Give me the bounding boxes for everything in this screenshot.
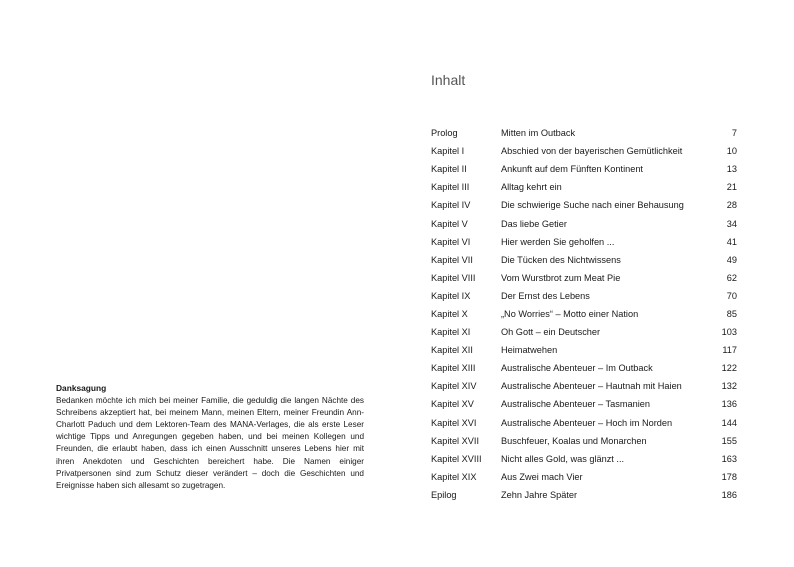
toc-entry (431, 468, 737, 486)
toc-entry-page: 103 (721, 327, 737, 338)
toc-entry-page: 41 (726, 236, 737, 247)
toc-entry (431, 395, 737, 413)
toc-entry-title: Ankunft auf dem Fünften Kontinent (501, 164, 643, 175)
toc-entry (431, 287, 737, 305)
toc-heading: Inhalt (431, 72, 466, 88)
toc-entry (431, 196, 737, 214)
toc-entry-page: 144 (721, 417, 737, 428)
toc-entry-page: 178 (721, 471, 737, 482)
toc-entry-page: 186 (721, 489, 737, 500)
table-of-contents (431, 124, 737, 504)
toc-entry-page: 85 (726, 308, 737, 319)
toc-entry-title: Aus Zwei mach Vier (501, 471, 583, 482)
toc-entry (431, 214, 737, 232)
toc-entry-page: 62 (726, 272, 737, 283)
toc-entry-label: Kapitel VIII (431, 272, 476, 283)
toc-entry-label: Kapitel XVII (431, 435, 480, 446)
toc-entry-label: Kapitel XIX (431, 471, 477, 482)
toc-entry (431, 251, 737, 269)
toc-entry (431, 414, 737, 432)
toc-entry-title: Abschied von der bayerischen Gemütlichkeit (501, 146, 683, 157)
toc-entry (431, 359, 737, 377)
toc-entry (431, 432, 737, 450)
toc-entry-label: Kapitel XII (431, 345, 473, 356)
toc-entry-page: 28 (726, 200, 737, 211)
toc-entry-label: Kapitel II (431, 164, 467, 175)
toc-entry-label: Kapitel X (431, 308, 468, 319)
acknowledgements-section (56, 382, 364, 492)
toc-entry-page: 132 (721, 381, 737, 392)
toc-entry-title: Der Ernst des Lebens (501, 290, 590, 301)
toc-entry (431, 305, 737, 323)
toc-entry-title: Die Tücken des Nichtwissens (501, 254, 621, 265)
toc-entry-page: 117 (722, 345, 737, 356)
toc-entry-page: 49 (726, 254, 737, 265)
toc-entry (431, 269, 737, 287)
toc-entry-page: 13 (726, 164, 737, 175)
toc-entry (431, 124, 737, 142)
toc-entry-title: Die schwierige Suche nach einer Behausung (501, 200, 684, 211)
toc-entry-label: Kapitel V (431, 218, 468, 229)
toc-entry-title: Heimatwehen (501, 345, 558, 356)
toc-entry-title: Das liebe Getier (501, 218, 567, 229)
toc-entry-page: 163 (721, 453, 737, 464)
toc-entry (431, 233, 737, 251)
toc-entry (431, 486, 737, 504)
toc-entry-page: 7 (731, 128, 737, 139)
toc-entry-label: Kapitel IX (431, 290, 471, 301)
toc-entry (431, 178, 737, 196)
toc-entry-label: Epilog (431, 489, 457, 500)
toc-entry-title: Australische Abenteuer – Hoch im Norden (501, 417, 673, 428)
toc-entry-label: Kapitel XVI (431, 417, 477, 428)
toc-entry-label: Kapitel IV (431, 200, 471, 211)
toc-entry-label: Kapitel XV (431, 399, 474, 410)
toc-entry-title: „No Worries“ – Motto einer Nation (501, 308, 639, 319)
toc-entry-label: Prolog (431, 128, 458, 139)
toc-entry-title: Alltag kehrt ein (501, 182, 562, 193)
toc-entry (431, 323, 737, 341)
toc-entry-page: 10 (726, 146, 737, 157)
toc-entry-label: Kapitel III (431, 182, 470, 193)
toc-entry-title: Nicht alles Gold, was glänzt ... (501, 453, 625, 464)
toc-entry (431, 450, 737, 468)
toc-entry (431, 341, 737, 359)
toc-entry-title: Buschfeuer, Koalas und Monarchen (501, 435, 647, 446)
toc-entry-page: 155 (721, 435, 737, 446)
toc-entry-page: 136 (721, 399, 737, 410)
toc-entry-title: Australische Abenteuer – Im Outback (501, 363, 653, 374)
toc-entry-title: Mitten im Outback (501, 128, 576, 139)
toc-entry-title: Zehn Jahre Später (501, 489, 578, 500)
toc-entry (431, 142, 737, 160)
toc-entry-page: 21 (726, 182, 737, 193)
toc-entry (431, 377, 737, 395)
acknowledgements-heading: Danksagung (56, 383, 107, 393)
toc-entry (431, 160, 737, 178)
toc-entry-label: Kapitel VI (431, 236, 471, 247)
toc-list (431, 124, 737, 504)
toc-entry-label: Kapitel VII (431, 254, 473, 265)
toc-entry-page: 122 (721, 363, 737, 374)
toc-entry-title: Australische Abenteuer – Hautnah mit Haien (501, 381, 682, 392)
toc-entry-title: Oh Gott – ein Deutscher (501, 327, 601, 338)
toc-entry-title: Australische Abenteuer – Tasmanien (501, 399, 650, 410)
toc-entry-page: 70 (726, 290, 737, 301)
toc-entry-label: Kapitel I (431, 146, 465, 157)
toc-entry-page: 34 (726, 218, 737, 229)
toc-entry-label: Kapitel XIV (431, 381, 477, 392)
toc-entry-title: Hier werden Sie geholfen ... (501, 236, 615, 247)
toc-entry-label: Kapitel XI (431, 327, 471, 338)
acknowledgements-text: Bedanken möchte ich mich bei meiner Familie, die geduldig die langen Nächte des Schreibens akzeptiert hat, bei meinem Mann, meinen Eltern, meiner Freundin Ann-Charlott Paduch und dem Lektoren-Team des MANA-Verlages, die als erste Leser wichtige Tipps und Anregungen gegeben haben, und bei meinen Kollegen und Freunden, die erlaubt haben, dass ich einen Ausschnitt unseres Lebens hier mit ihren Anekdoten und Geschichten bereichert habe. Die Namen einiger Privatpersonen sind zum Schutz dieser verändert – doch die Geschichten und Ereignisse haben sich allesamt so zugetragen. (56, 396, 364, 490)
toc-entry-label: Kapitel XVIII (431, 453, 482, 464)
toc-entry-title: Vom Wurstbrot zum Meat Pie (501, 272, 621, 283)
toc-entry-label: Kapitel XIII (431, 363, 476, 374)
